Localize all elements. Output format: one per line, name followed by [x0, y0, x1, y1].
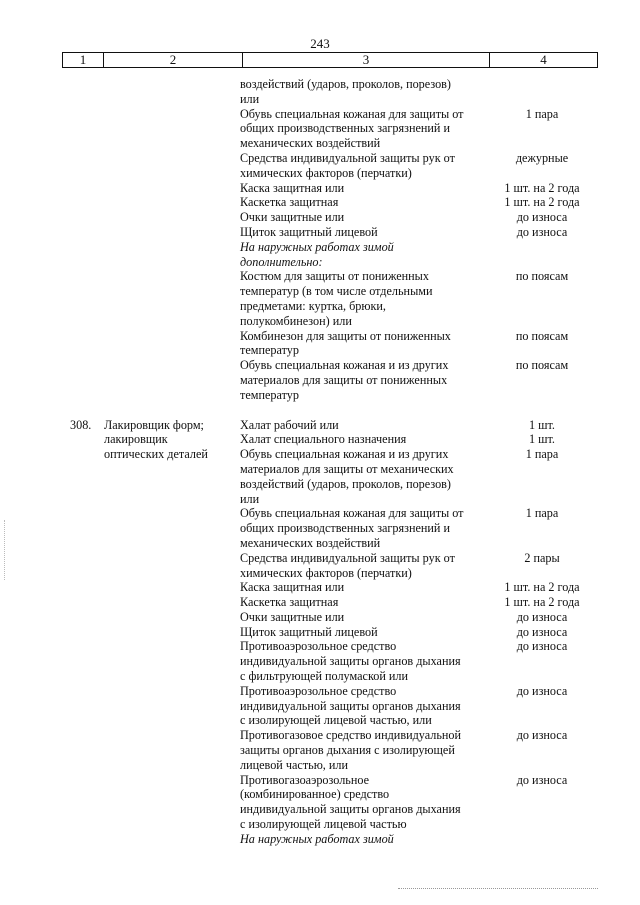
item-description: Средства индивидуальной защиты рук от	[240, 150, 455, 165]
item-description: (комбинированное) средство	[240, 787, 390, 802]
item-row	[240, 758, 598, 773]
item-norm	[486, 255, 598, 270]
item-norm	[486, 832, 598, 847]
column-header-4: 4	[490, 53, 598, 68]
item-norm	[486, 284, 598, 299]
item-norm	[486, 388, 598, 403]
item-norm	[486, 654, 598, 669]
item-norm: до износа	[516, 772, 568, 787]
column-header-row	[63, 53, 598, 68]
profession-cell	[102, 418, 240, 847]
item-description: общих производственных загрязнений и	[240, 521, 451, 536]
item-norm: 1 шт. на 2 года	[504, 180, 580, 195]
item-row	[240, 699, 598, 714]
item-row	[240, 166, 598, 181]
item-row	[240, 195, 598, 210]
column-header-3: 3	[243, 53, 490, 68]
item-description: Каскетка защитная	[240, 195, 339, 210]
item-row	[240, 121, 598, 136]
item-row	[240, 77, 598, 92]
items-list	[240, 418, 598, 847]
item-row	[240, 684, 598, 699]
item-description: воздействий (ударов, проколов, порезов)	[240, 77, 451, 91]
item-row	[240, 728, 598, 743]
item-norm	[486, 699, 598, 714]
item-description: с изолирующей лицевой частью	[240, 817, 407, 832]
item-row	[240, 107, 598, 122]
item-description: Халат рабочий или	[240, 417, 339, 432]
item-norm: 1 шт. на 2 года	[504, 195, 580, 210]
item-norm: до износа	[516, 683, 568, 698]
item-norm	[486, 240, 598, 255]
item-norm	[486, 713, 598, 728]
item-description: Обувь специальная кожаная для защиты от	[240, 106, 464, 121]
profession-line: Лакировщик форм;	[104, 417, 204, 432]
item-norm	[486, 521, 598, 536]
entry-separator	[62, 403, 598, 418]
column-header-1: 1	[63, 53, 104, 68]
item-norm: 1 шт.	[529, 417, 555, 432]
item-description: температур (в том числе отдельными	[240, 284, 433, 299]
item-description: Халат специального назначения	[240, 432, 407, 447]
item-norm: по поясам	[515, 328, 569, 343]
item-row	[240, 151, 598, 166]
page-number: 243	[310, 36, 330, 51]
item-row	[240, 566, 598, 581]
item-description: Противоаэрозольное средство	[240, 683, 397, 698]
item-description: индивидуальной защиты органов дыхания	[240, 654, 461, 669]
item-row	[240, 817, 598, 832]
entry-308	[62, 418, 598, 847]
item-row	[240, 743, 598, 758]
item-row	[240, 299, 598, 314]
item-row	[240, 773, 598, 788]
item-row	[240, 625, 598, 640]
item-norm: по поясам	[515, 269, 569, 284]
item-row	[240, 314, 598, 329]
item-norm: 1 пара	[525, 106, 559, 121]
item-description: Средства индивидуальной защиты рук от	[240, 550, 455, 565]
item-description: механических воздействий	[240, 136, 381, 151]
scan-margin-artifact	[4, 520, 6, 580]
scan-bottom-artifact	[398, 888, 598, 890]
item-description: температур	[240, 343, 299, 358]
item-description: воздействий (ударов, проколов, порезов)	[240, 476, 451, 491]
entry-number: 308.	[70, 417, 92, 432]
item-row	[240, 536, 598, 551]
item-row	[240, 269, 598, 284]
item-norm	[486, 536, 598, 551]
item-description: Противогазовое средство индивидуальной	[240, 728, 462, 743]
table-body	[62, 77, 598, 847]
item-description: предметами: куртка, брюки,	[240, 298, 386, 313]
item-norm: 1 шт. на 2 года	[504, 580, 580, 595]
item-norm: 1 пара	[525, 447, 559, 462]
item-description: Каска защитная или	[240, 180, 345, 195]
item-description: или	[240, 91, 260, 106]
item-row	[240, 802, 598, 817]
item-row	[240, 580, 598, 595]
item-row	[240, 832, 598, 847]
item-description: Костюм для защиты от пониженных	[240, 269, 429, 284]
item-row	[240, 210, 598, 225]
item-row	[240, 551, 598, 566]
item-norm	[486, 299, 598, 314]
items-list	[240, 77, 598, 403]
item-description: с фильтрующей полумаской или	[240, 669, 409, 684]
item-row	[240, 225, 598, 240]
item-row	[240, 595, 598, 610]
item-row	[240, 669, 598, 684]
item-norm: дежурные	[515, 150, 569, 165]
item-row	[240, 240, 598, 255]
item-norm	[486, 462, 598, 477]
item-norm	[486, 477, 598, 492]
item-row	[240, 136, 598, 151]
item-description: Каскетка защитная	[240, 595, 339, 610]
item-row	[240, 432, 598, 447]
item-description: Обувь специальная кожаная и из других	[240, 447, 449, 462]
item-row	[240, 181, 598, 196]
item-norm	[486, 802, 598, 817]
item-row	[240, 358, 598, 373]
item-norm	[486, 817, 598, 832]
item-row	[240, 447, 598, 462]
item-norm	[486, 373, 598, 388]
item-description: химических факторов (перчатки)	[240, 165, 412, 180]
item-description: температур	[240, 387, 299, 402]
item-norm	[486, 343, 598, 358]
item-description: Обувь специальная кожаная и из других	[240, 358, 449, 373]
item-norm: до износа	[516, 728, 568, 743]
entry-number-cell	[62, 77, 102, 403]
item-description: Очки защитные или	[240, 609, 345, 624]
item-row	[240, 654, 598, 669]
item-description: Щиток защитный лицевой	[240, 224, 378, 239]
item-description: Каска защитная или	[240, 580, 345, 595]
item-norm: 2 пары	[524, 550, 560, 565]
profession-line: оптических деталей	[104, 447, 208, 462]
item-norm: до износа	[516, 624, 568, 639]
item-row	[240, 610, 598, 625]
item-description: с изолирующей лицевой частью, или	[240, 713, 432, 728]
item-row	[240, 373, 598, 388]
item-norm	[486, 77, 598, 92]
item-norm: до износа	[516, 224, 568, 239]
item-norm	[486, 743, 598, 758]
item-description: защиты органов дыхания с изолирующей	[240, 743, 455, 758]
item-description: Противоаэрозольное средство	[240, 639, 397, 654]
item-norm: до износа	[516, 639, 568, 654]
item-description: Противогазоаэрозольное	[240, 772, 370, 787]
item-norm	[486, 314, 598, 329]
item-row	[240, 787, 598, 802]
item-description: Щиток защитный лицевой	[240, 624, 378, 639]
item-description: механических воздействий	[240, 535, 381, 550]
item-row	[240, 713, 598, 728]
item-norm	[486, 121, 598, 136]
item-norm	[486, 136, 598, 151]
item-description: На наружных работах зимой	[240, 239, 394, 254]
item-norm: 1 пара	[525, 506, 559, 521]
item-row	[240, 92, 598, 107]
item-description: На наружных работах зимой	[240, 831, 394, 846]
item-description: или	[240, 491, 260, 506]
item-row	[240, 477, 598, 492]
item-row	[240, 255, 598, 270]
profession-line: лакировщик	[104, 432, 168, 447]
item-row	[240, 329, 598, 344]
item-norm	[486, 787, 598, 802]
continued-entry	[62, 77, 598, 403]
item-norm: 1 шт. на 2 года	[504, 595, 580, 610]
item-description: лицевой частью, или	[240, 757, 349, 772]
item-norm	[486, 166, 598, 181]
item-row	[240, 462, 598, 477]
item-description: дополнительно:	[240, 254, 323, 269]
item-norm: до износа	[516, 210, 568, 225]
item-description: химических факторов (перчатки)	[240, 565, 412, 580]
item-norm: по поясам	[515, 358, 569, 373]
column-header-table	[62, 52, 598, 68]
item-row	[240, 284, 598, 299]
item-description: общих производственных загрязнений и	[240, 121, 451, 136]
item-description: Комбинезон для защиты от пониженных	[240, 328, 451, 343]
item-row	[240, 492, 598, 507]
item-norm	[486, 92, 598, 107]
item-norm	[486, 669, 598, 684]
item-row	[240, 521, 598, 536]
item-description: материалов для защиты от пониженных	[240, 372, 448, 387]
item-row	[240, 343, 598, 358]
item-row	[240, 506, 598, 521]
item-description: индивидуальной защиты органов дыхания	[240, 802, 461, 817]
item-description: Очки защитные или	[240, 210, 345, 225]
item-norm	[486, 758, 598, 773]
item-description: полукомбинезон) или	[240, 313, 352, 328]
item-row	[240, 639, 598, 654]
item-description: Обувь специальная кожаная для защиты от	[240, 506, 464, 521]
item-norm	[486, 492, 598, 507]
profession-cell	[102, 77, 240, 403]
column-header-2: 2	[104, 53, 243, 68]
item-norm: 1 шт.	[529, 432, 555, 447]
item-norm	[486, 566, 598, 581]
item-description: материалов для защиты от механических	[240, 461, 454, 476]
item-description: индивидуальной защиты органов дыхания	[240, 698, 461, 713]
item-row	[240, 388, 598, 403]
item-row	[240, 418, 598, 433]
item-norm: до износа	[516, 609, 568, 624]
